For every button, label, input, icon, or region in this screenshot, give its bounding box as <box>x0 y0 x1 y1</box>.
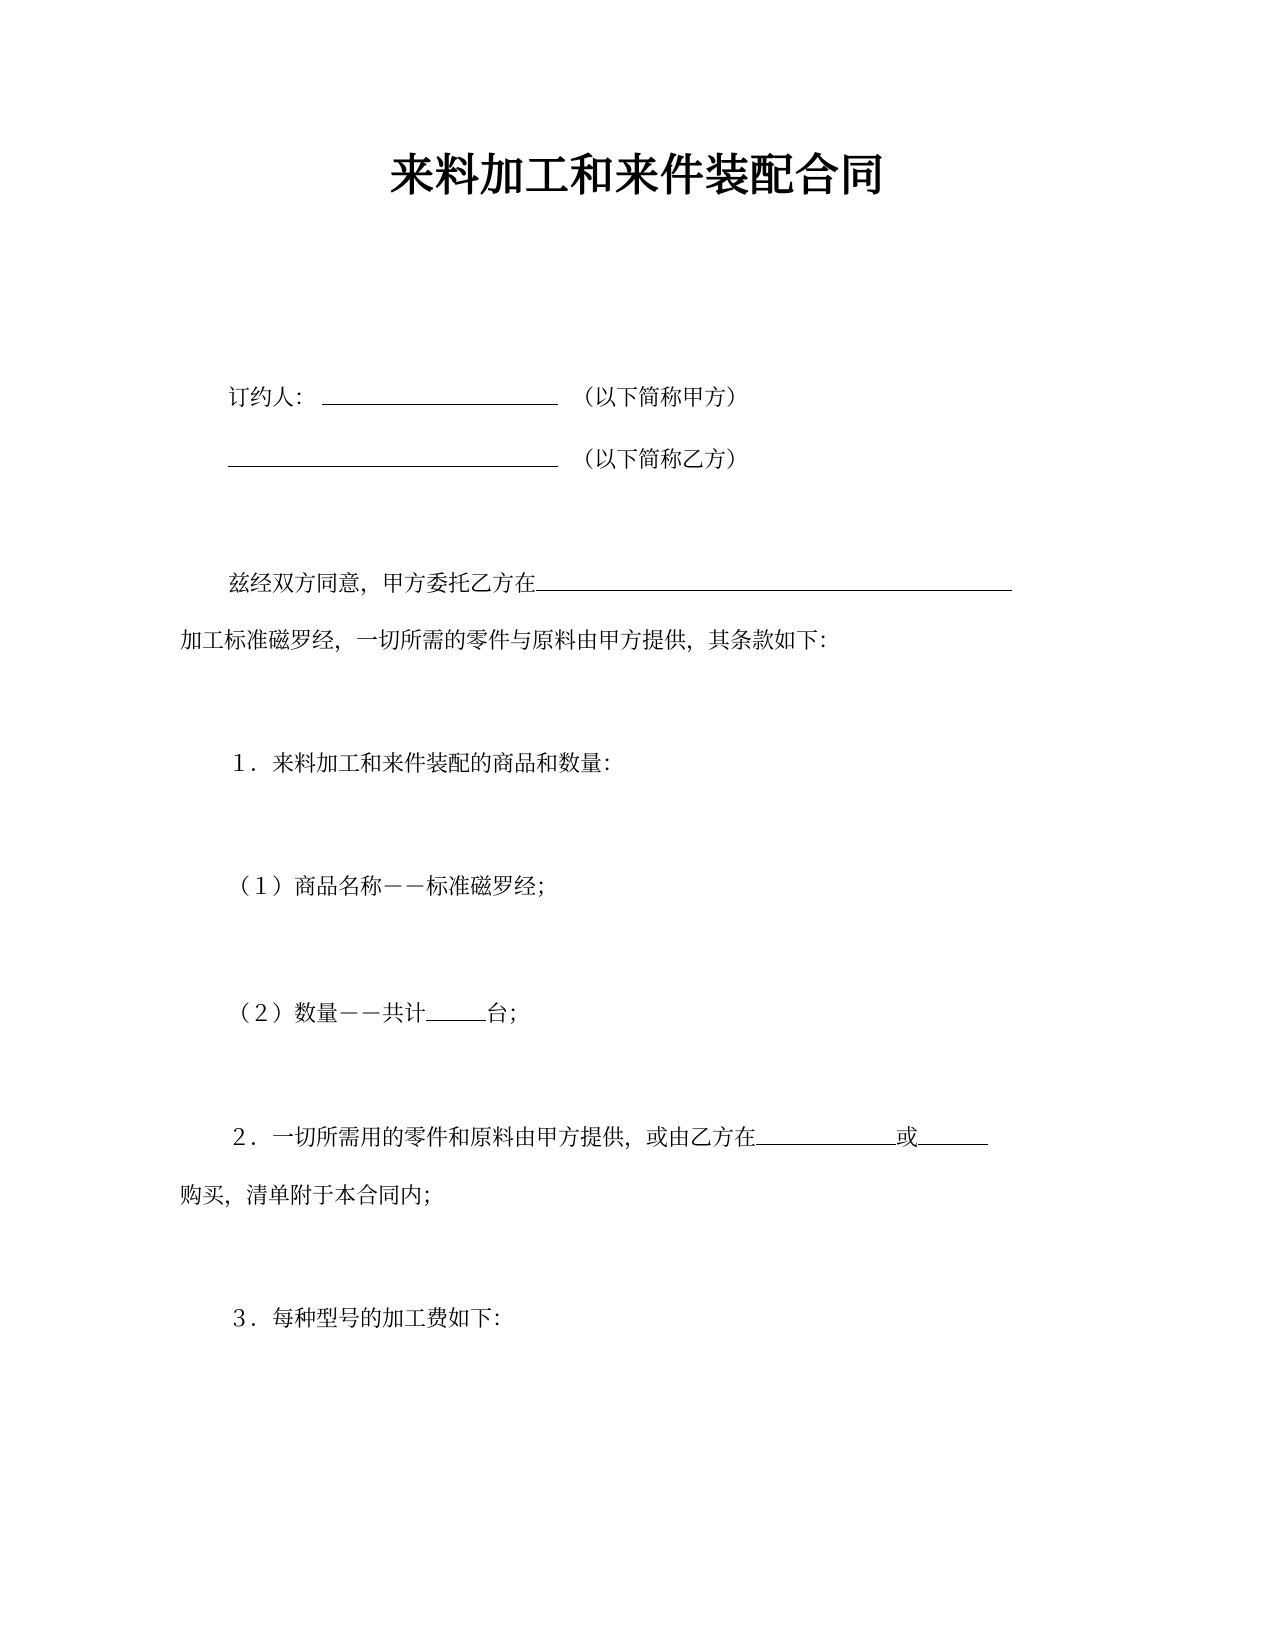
party-a-line <box>228 380 748 414</box>
party-b-suffix: （以下简称乙方） <box>572 448 749 473</box>
intro-line-1 <box>228 566 1012 600</box>
clause-2-line-2: 购买，清单附于本合同内； <box>180 1184 445 1209</box>
party-b-blank <box>228 442 558 467</box>
document-title: 来料加工和来件装配合同 <box>390 150 885 201</box>
clause-2-prefix: ２．一切所需用的零件和原料由甲方提供，或由乙方在 <box>228 1126 757 1151</box>
clause-1-item-1: （１）商品名称－－标准磁罗经； <box>228 875 559 900</box>
party-b-line <box>228 442 748 476</box>
intro-line-2: 加工标准磁罗经，一切所需的零件与原料由甲方提供，其条款如下： <box>180 629 841 654</box>
quantity-blank <box>426 996 486 1021</box>
quantity-suffix: 台； <box>486 1002 531 1027</box>
party-a-blank <box>322 380 558 405</box>
party-a-suffix: （以下简称甲方） <box>572 386 749 411</box>
clause-2-mid: 或 <box>896 1126 919 1151</box>
clause-3-heading: ３．每种型号的加工费如下： <box>228 1307 515 1332</box>
quantity-prefix: （２）数量－－共计 <box>228 1002 427 1027</box>
clause-2-blank-1 <box>756 1120 896 1145</box>
intro-text-1: 兹经双方同意，甲方委托乙方在 <box>228 572 537 597</box>
location-blank <box>536 566 1012 591</box>
clause-1-heading: １．来料加工和来件装配的商品和数量： <box>228 752 625 777</box>
clause-1-item-2 <box>228 996 530 1030</box>
clause-2-blank-2 <box>918 1120 988 1145</box>
party-a-label: 订约人： <box>228 386 317 411</box>
clause-2-line-1 <box>228 1120 988 1154</box>
